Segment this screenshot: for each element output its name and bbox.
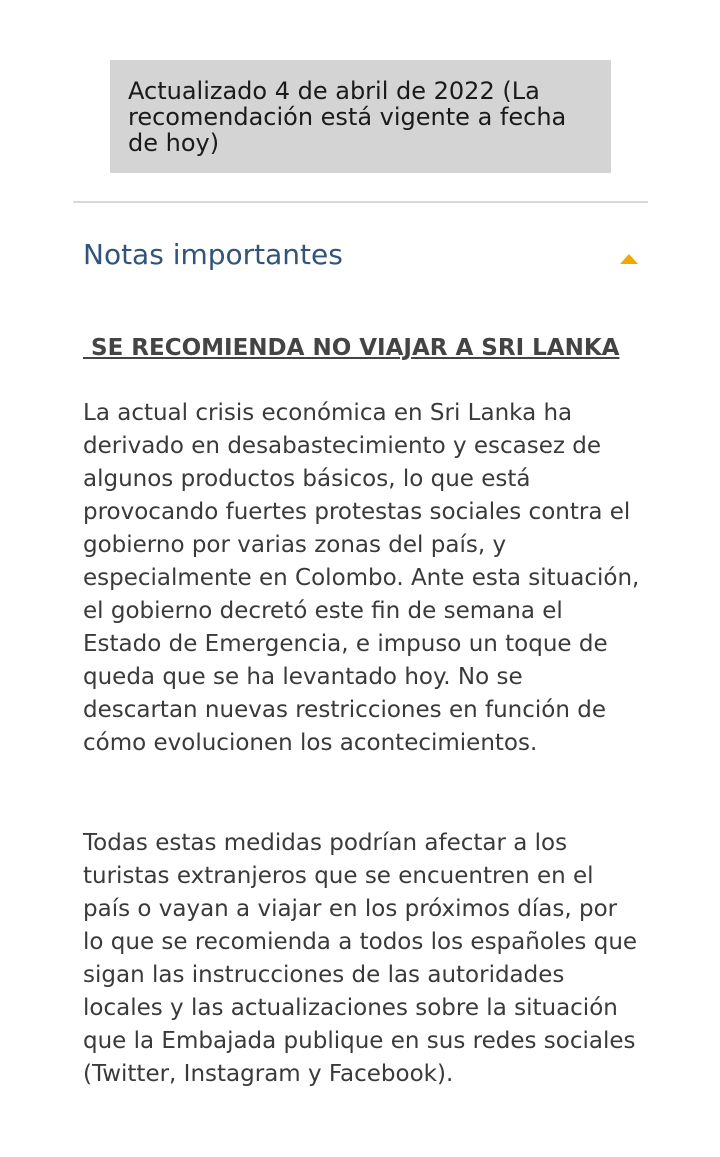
section-divider [73, 201, 648, 203]
paragraph-measures: Todas estas medidas podrían afectar a los turistas extranjeros que se encuentren en el país o vayan a viajar en los próximos días, por lo que se recomienda a todos los españoles que sigan las instrucciones de las autoridades locales y las actualizaciones sobre la situación que la Embajada publique en sus redes sociales (Twitter, Instagram y Facebook). [83, 830, 638, 1087]
caret-up-icon[interactable] [620, 254, 638, 264]
update-notice [110, 60, 611, 173]
update-notice-text: Actualizado 4 de abril de 2022 (La recomendación está vigente a fecha de hoy) [128, 77, 567, 157]
section-title: Notas importantes [83, 238, 343, 271]
notas-importantes-header[interactable] [83, 232, 643, 282]
paragraph-crisis: La actual crisis económica en Sri Lanka ha derivado en desabastecimiento y escasez de algunos productos básicos, lo que está provocando fuertes protestas sociales contra el gobierno por varias zonas del país, y especialmente en Colombo. Ante esta situación, el gobierno decretó este fin de semana el Estado de Emergencia, e impuso un toque de queda que se ha levantado hoy. No se descartan nuevas restricciones en función de cómo evolucionen los acontecimientos. [83, 400, 640, 756]
travel-warning-heading: SE RECOMIENDA NO VIAJAR A SRI LANKA [83, 335, 620, 361]
